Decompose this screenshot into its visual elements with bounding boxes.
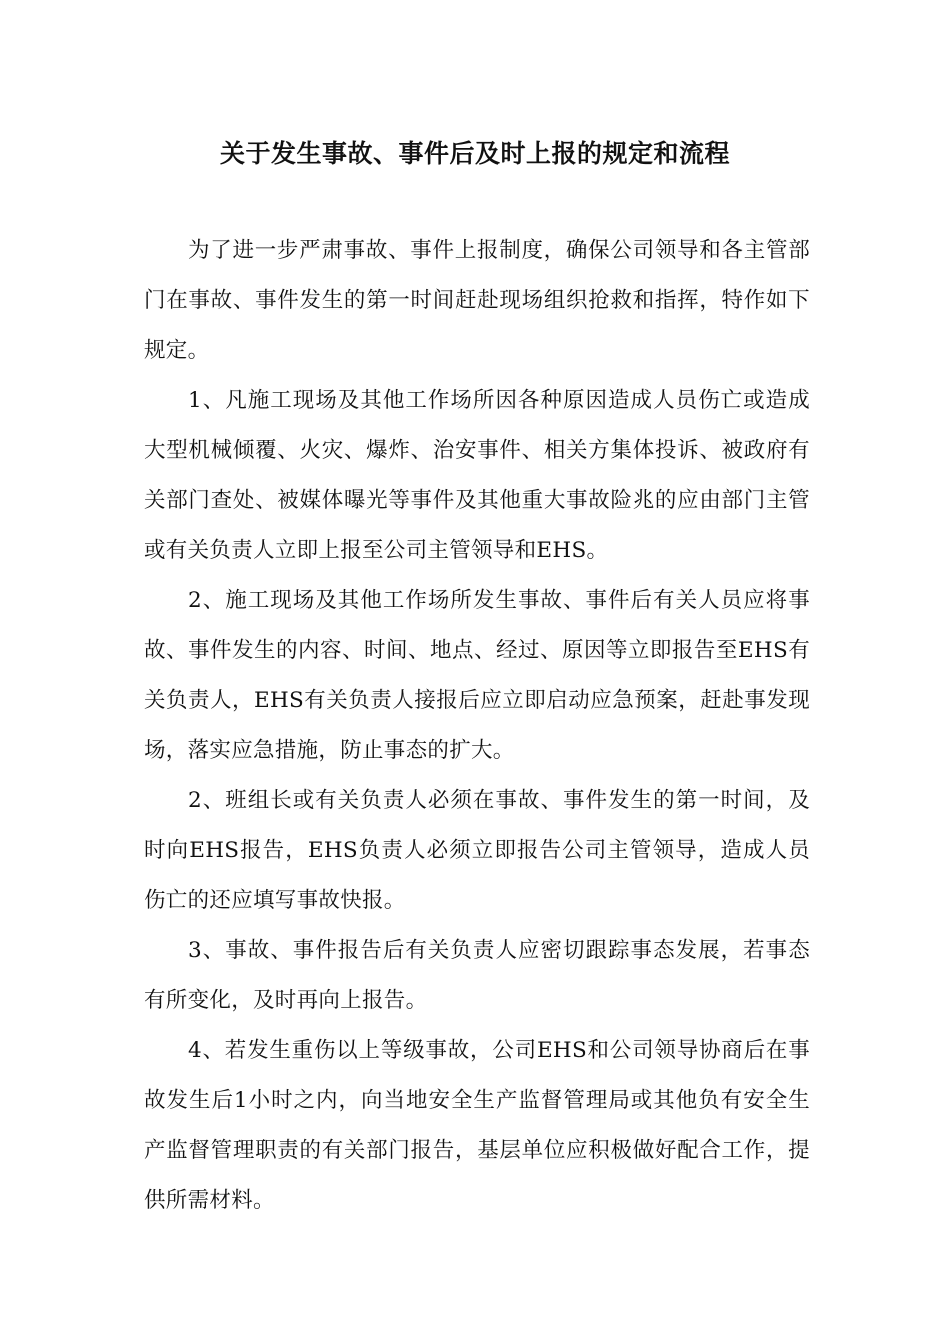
paragraph-rule-4: 4、若发生重伤以上等级事故，公司EHS和公司领导协商后在事故发生后1小时之内，向当地安全生产监督管理局或其他负有安全生产监督管理职责的有关部门报告，基层单位应积极做好配合工作，提供所需材料。 [144,1038,810,1213]
document-title: 关于发生事故、事件后及时上报的规定和流程 [219,139,730,168]
document-body [144,226,810,1226]
paragraph-rule-1: 1、凡施工现场及其他工作场所因各种原因造成人员伤亡或造成大型机械倾覆、火灾、爆炸、治安事件、相关方集体投诉、被政府有关部门查处、被媒体曝光等事件及其他重大事故险兆的应由部门主管或有关负责人立即上报至公司主管领导和EHS。 [144,388,810,563]
paragraph-intro: 为了进一步严肃事故、事件上报制度，确保公司领导和各主管部门在事故、事件发生的第一时间赶赴现场组织抢救和指挥，特作如下规定。 [144,238,810,363]
paragraph-rule-2b: 2、班组长或有关负责人必须在事故、事件发生的第一时间，及时向EHS报告，EHS负责人必须立即报告公司主管领导，造成人员伤亡的还应填写事故快报。 [144,788,810,913]
paragraph-rule-2a: 2、施工现场及其他工作场所发生事故、事件后有关人员应将事故、事件发生的内容、时间、地点、经过、原因等立即报告至EHS有关负责人，EHS有关负责人接报后应立即启动应急预案，赶赴事发现场，落实应急措施，防止事态的扩大。 [144,588,810,763]
paragraph-rule-3: 3、事故、事件报告后有关负责人应密切跟踪事态发展，若事态有所变化，及时再向上报告。 [144,938,810,1013]
